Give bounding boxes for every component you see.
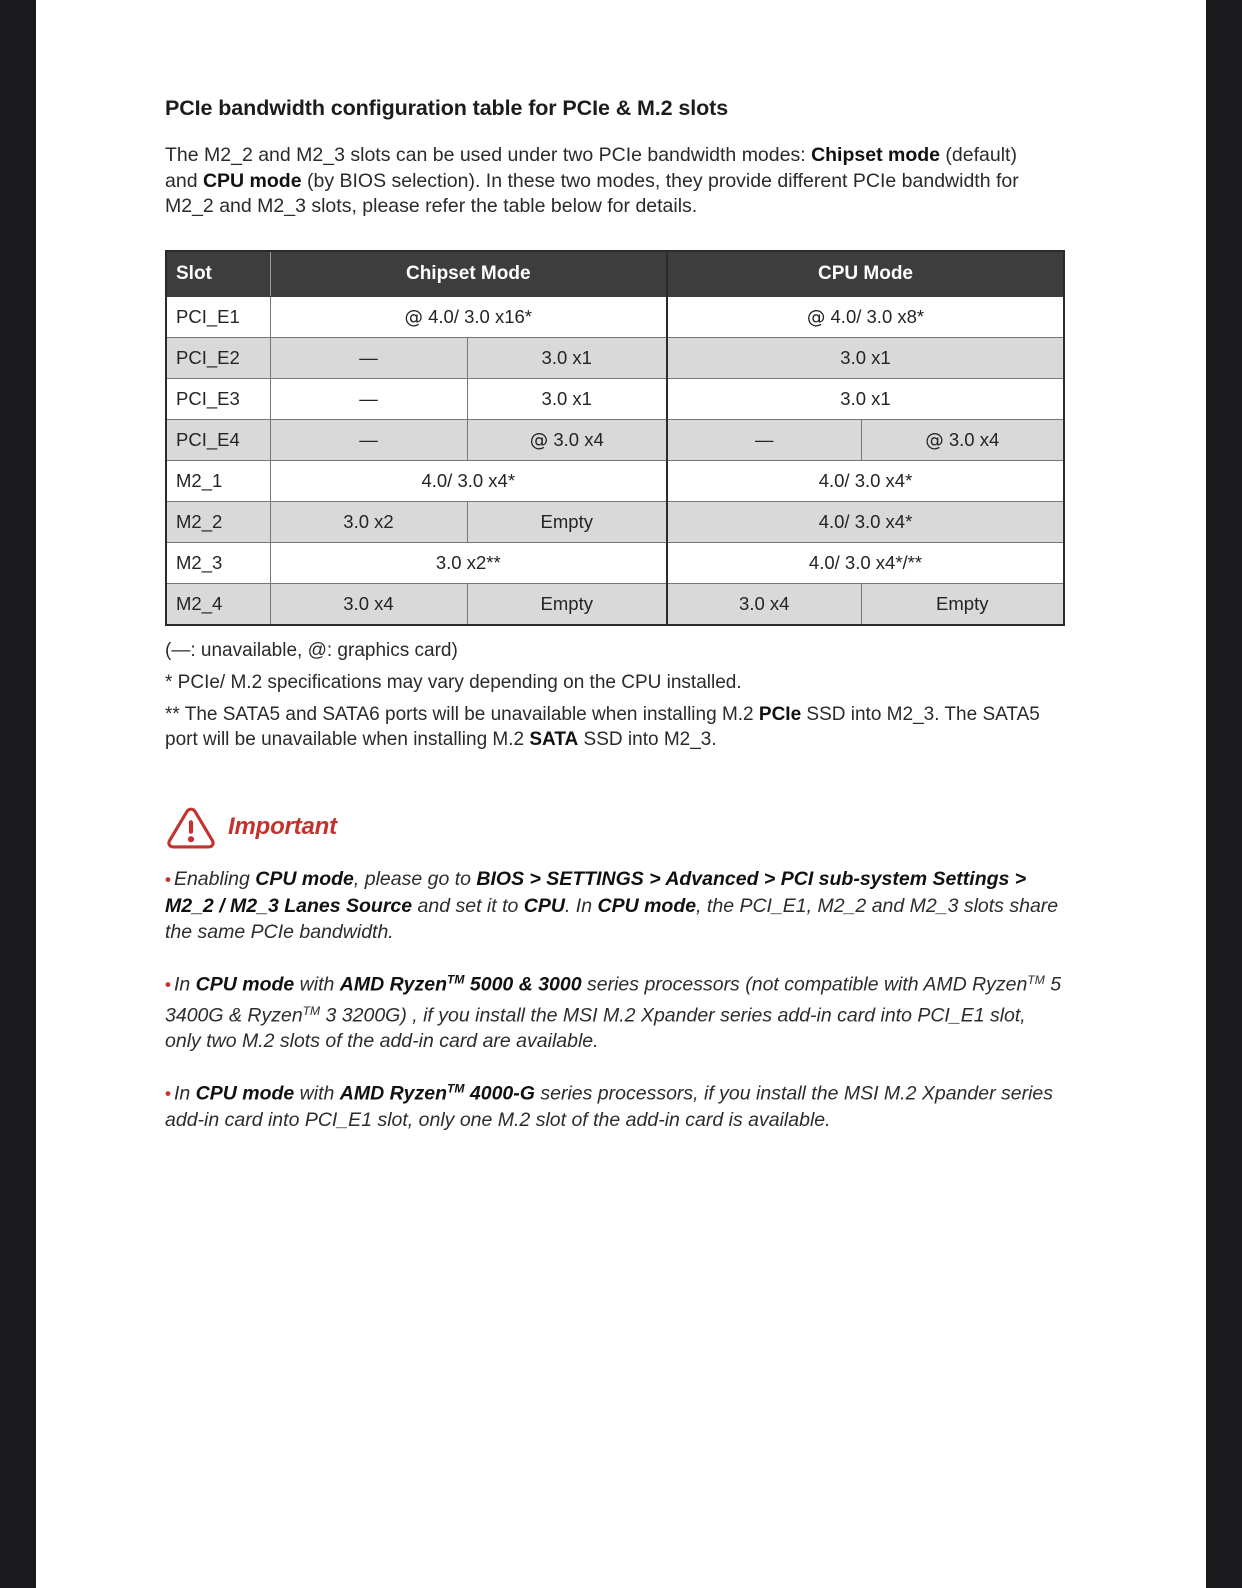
cell-slot-name: PCI_E1 — [166, 297, 270, 338]
table-row — [166, 297, 1064, 338]
table-row — [166, 420, 1064, 461]
bullet-marker: • — [165, 1084, 171, 1104]
cell-chipset-mode-value: Empty — [467, 584, 667, 625]
important-bullet-2 — [165, 967, 1063, 1055]
b2-text-2: with — [294, 972, 340, 995]
intro-text-1: The M2_2 and M2_3 slots can be used under two PCIe bandwidth modes: — [165, 144, 812, 166]
cell-cpu-mode-value: — — [667, 420, 861, 461]
cell-chipset-mode-value: 3.0 x1 — [467, 379, 667, 420]
cell-slot-name: M2_4 — [166, 584, 270, 625]
cell-cpu-mode-value: 4.0/ 3.0 x4* — [667, 461, 1064, 502]
intro-text-3: (by BIOS selection). In these two modes, they provide different PCIe bandwidth for M2_2 and M2_3 slots, please refer the table below for details. — [165, 169, 1019, 217]
b2-trademark-1: TM — [447, 972, 465, 987]
important-section — [165, 804, 1064, 1134]
cell-cpu-mode-value: @ 3.0 x4 — [861, 420, 1064, 461]
bullet-marker: • — [165, 974, 171, 994]
important-bullet-1 — [165, 866, 1063, 945]
document-page — [36, 0, 1206, 1588]
table-row — [166, 502, 1064, 543]
b3-strong-cpu-mode: CPU mode — [195, 1082, 295, 1105]
b3-text-2: with — [294, 1082, 340, 1105]
graphics-card-icon: @ — [806, 307, 826, 328]
intro-paragraph — [165, 143, 1041, 220]
cell-chipset-mode-value: 3.0 x4 — [270, 584, 467, 625]
warning-triangle-icon — [165, 804, 217, 850]
intro-bold-chipset-mode: Chipset mode — [811, 144, 940, 166]
b3-text-1: In — [173, 1082, 196, 1105]
footnote-dstar-bold-pcie: PCIe — [758, 703, 802, 725]
column-header-chipset-mode: Chipset Mode — [270, 251, 667, 297]
b3-strong-series: 4000-G — [464, 1082, 535, 1105]
footnote-dstar-text-2: SSD into M2_3. The SATA5 port will be unavailable when installing M.2 — [165, 703, 1040, 750]
pcie-bandwidth-table — [165, 250, 1065, 626]
b2-text-5: 3 3200G) , if you install the MSI M.2 Xpander series add-in card into PCI_E1 slot, only two M.2 slots of the add-in card are available. — [165, 1004, 1026, 1053]
b1-strong-cpu-mode: CPU mode — [255, 867, 354, 890]
table-header-row — [166, 251, 1064, 297]
b1-strong-bios-path: BIOS > SETTINGS > Advanced > PCI sub-system Settings > M2_2 / M2_3 Lanes Source — [165, 867, 1027, 917]
graphics-card-icon: @ — [404, 307, 423, 328]
table-header — [166, 251, 1064, 297]
cell-chipset-mode-value: @ 4.0/ 3.0 x16* — [270, 297, 667, 338]
table-body — [166, 297, 1064, 625]
intro-text-2: (default) and — [165, 144, 1017, 192]
table-row — [166, 584, 1064, 625]
cell-cpu-mode-value: 4.0/ 3.0 x4*/** — [667, 543, 1064, 584]
footnote-dstar-text-3: SSD into M2_3. — [578, 728, 717, 750]
footnote-legend: (—: unavailable, @: graphics card) — [165, 639, 458, 661]
cell-cpu-mode-value: Empty — [861, 584, 1064, 625]
b2-trademark-2: TM — [1027, 972, 1045, 987]
b2-strong-cpu-mode: CPU mode — [195, 972, 295, 995]
cell-slot-name: M2_3 — [166, 543, 270, 584]
cell-slot-name: PCI_E3 — [166, 379, 270, 420]
b1-text-4: . In — [564, 894, 598, 917]
b2-text-1: In — [173, 972, 196, 995]
b1-text-1: Enabling — [173, 867, 256, 890]
b3-strong-amd-ryzen: AMD Ryzen — [339, 1082, 448, 1105]
footnote-single-star: * PCIe/ M.2 specifications may vary depending on the CPU installed. — [165, 671, 742, 693]
cell-slot-name: M2_2 — [166, 502, 270, 543]
b1-strong-cpu-mode-2: CPU mode — [597, 894, 697, 917]
table-row — [166, 338, 1064, 379]
page-title: PCIe bandwidth configuration table for PCIe & M.2 slots — [165, 96, 729, 120]
footnote-double-star — [165, 702, 1055, 752]
table-footnotes — [165, 638, 1064, 752]
table-row — [166, 379, 1064, 420]
cell-chipset-mode-value: — — [270, 338, 467, 379]
b1-text-5: , the PCI_E1, M2_2 and M2_3 slots share the same PCIe bandwidth. — [165, 894, 1059, 943]
footnote-dstar-bold-sata: SATA — [529, 728, 579, 750]
table-row — [166, 543, 1064, 584]
cell-cpu-mode-value: @ 4.0/ 3.0 x8* — [667, 297, 1064, 338]
b1-text-2: , please go to — [353, 867, 477, 890]
cell-chipset-mode-value: 3.0 x2** — [270, 543, 667, 584]
important-bullet-3 — [165, 1076, 1063, 1133]
cell-chipset-mode-value: Empty — [467, 502, 667, 543]
intro-bold-cpu-mode: CPU mode — [202, 169, 302, 192]
cell-cpu-mode-value: 3.0 x4 — [667, 584, 861, 625]
b2-trademark-3: TM — [302, 1003, 321, 1018]
b3-text-3: series processors, if you install the MSI M.2 Xpander series add-in card into PCI_E1 slot, only one M.2 slot of the add-in card is available. — [165, 1082, 1053, 1132]
cell-slot-name: PCI_E4 — [166, 420, 270, 461]
cell-chipset-mode-value: 3.0 x2 — [270, 502, 467, 543]
b2-text-3: series processors (not compatible with AMD Ryzen — [581, 972, 1028, 995]
cell-chipset-mode-value: 4.0/ 3.0 x4* — [270, 461, 667, 502]
column-header-slot: Slot — [166, 251, 270, 297]
cell-chipset-mode-value: — — [270, 420, 467, 461]
cell-slot-name: M2_1 — [166, 461, 270, 502]
cell-cpu-mode-value: 3.0 x1 — [667, 338, 1064, 379]
cell-chipset-mode-value: @ 3.0 x4 — [467, 420, 667, 461]
graphics-card-icon: @ — [529, 430, 549, 451]
b1-strong-cpu: CPU — [523, 894, 565, 917]
b2-strong-amd-ryzen: AMD Ryzen — [339, 972, 448, 995]
b1-text-3: and set it to — [412, 894, 524, 917]
important-heading — [165, 804, 1064, 850]
cell-slot-name: PCI_E2 — [166, 338, 270, 379]
important-label: Important — [228, 812, 337, 840]
b2-text-4: 5 3400G & Ryzen — [165, 972, 1062, 1027]
cell-chipset-mode-value: 3.0 x1 — [467, 338, 667, 379]
bullet-marker: • — [165, 869, 171, 889]
table-row — [166, 461, 1064, 502]
cell-cpu-mode-value: 4.0/ 3.0 x4* — [667, 502, 1064, 543]
b2-strong-series: 5000 & 3000 — [464, 972, 582, 995]
column-header-cpu-mode: CPU Mode — [667, 251, 1064, 297]
cell-cpu-mode-value: 3.0 x1 — [667, 379, 1064, 420]
page-content — [165, 96, 1064, 1155]
graphics-card-icon: @ — [925, 430, 944, 451]
cell-chipset-mode-value: — — [270, 379, 467, 420]
footnote-dstar-text-1: ** The SATA5 and SATA6 ports will be unavailable when installing M.2 — [165, 703, 759, 725]
b3-trademark-1: TM — [447, 1082, 465, 1097]
